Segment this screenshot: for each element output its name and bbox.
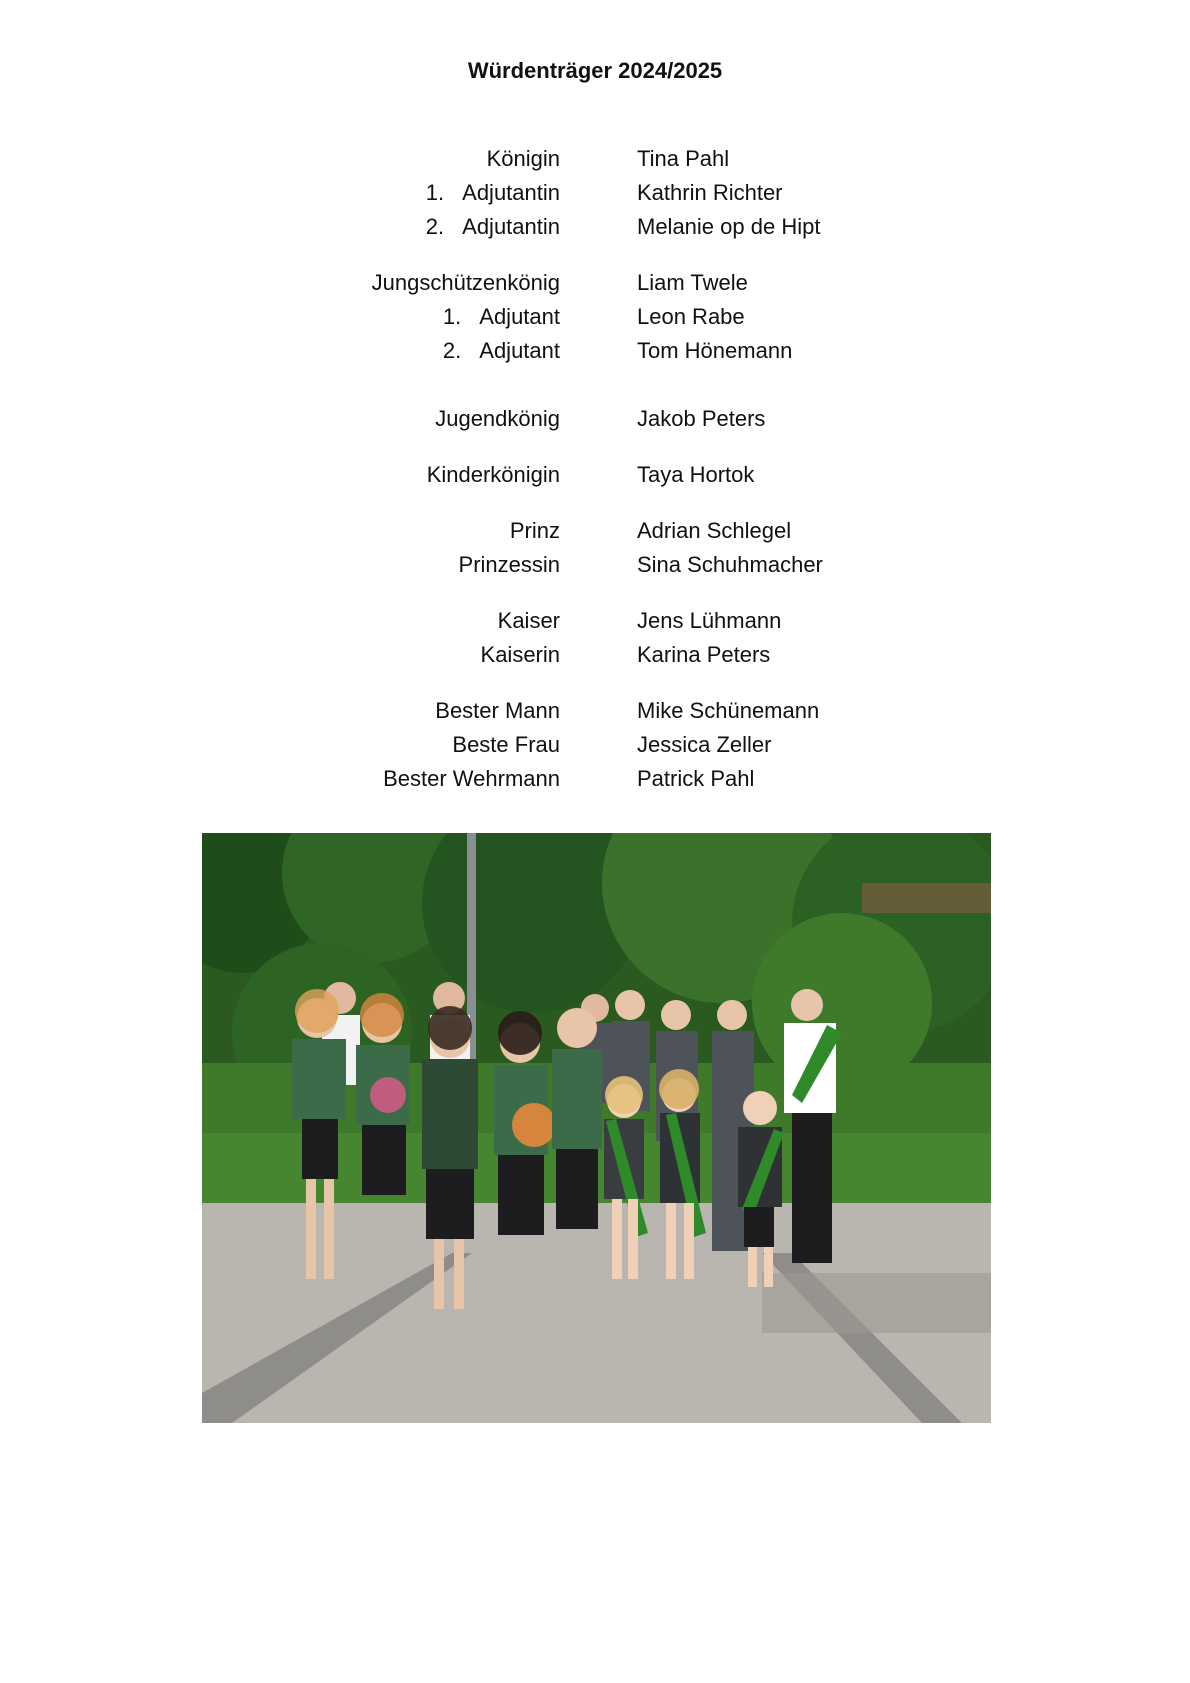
- role-text: Kaiserin: [480, 642, 560, 667]
- roof: [862, 883, 991, 913]
- role-label: [459, 552, 560, 578]
- role-label: [426, 214, 560, 240]
- role-label: [498, 608, 560, 634]
- row-number: 1.: [442, 304, 462, 329]
- roster-row: [0, 146, 1190, 178]
- role-label: [443, 338, 560, 364]
- person-name: Leon Rabe: [637, 304, 745, 329]
- person-name: Jens Lühmann: [637, 608, 782, 633]
- role-label: [426, 180, 560, 206]
- role-label: [443, 304, 560, 330]
- role-text: Adjutantin: [462, 180, 560, 205]
- roster-row: [0, 406, 1190, 438]
- role-label: [510, 518, 560, 544]
- role-text: Adjutant: [479, 338, 560, 363]
- person-name: Kathrin Richter: [637, 180, 783, 205]
- role-text: Beste Frau: [452, 732, 560, 757]
- group-photo-illustration: [202, 833, 991, 1423]
- role-label: [487, 146, 560, 172]
- roster-row: [0, 214, 1190, 246]
- roster-row: [0, 462, 1190, 494]
- person-name: Tina Pahl: [637, 146, 730, 171]
- role-text: Kinderkönigin: [426, 462, 560, 487]
- roster-row: [0, 180, 1190, 212]
- role-text: Prinz: [509, 518, 560, 543]
- row-number: 2.: [425, 214, 445, 239]
- role-text: Jugendkönig: [435, 406, 560, 431]
- row-number: 2.: [442, 338, 462, 363]
- person-name: Karina Peters: [637, 642, 771, 667]
- person-name: Taya Hortok: [637, 462, 755, 487]
- role-text: Bester Mann: [435, 698, 560, 723]
- group-photo: [202, 833, 991, 1423]
- role-label: [383, 766, 560, 792]
- role-text: Kaiser: [497, 608, 560, 633]
- roster-row: [0, 732, 1190, 764]
- role-label: [435, 698, 560, 724]
- role-label: [427, 462, 560, 488]
- roster-row: [0, 608, 1190, 640]
- role-text: Adjutantin: [462, 214, 560, 239]
- person-name: Patrick Pahl: [637, 766, 755, 791]
- roster-row: [0, 698, 1190, 730]
- role-text: Prinzessin: [458, 552, 560, 577]
- person-name: Adrian Schlegel: [637, 518, 792, 543]
- page-title: Würdenträger 2024/2025: [467, 58, 723, 83]
- person-name: Melanie op de Hipt: [637, 214, 821, 239]
- role-label: [452, 732, 560, 758]
- person-name: Jessica Zeller: [637, 732, 772, 757]
- row-number: 1.: [425, 180, 445, 205]
- role-text: Jungschützenkönig: [371, 270, 560, 295]
- person-name: Liam Twele: [637, 270, 748, 295]
- person-name: Sina Schuhmacher: [637, 552, 823, 577]
- roster-row: [0, 270, 1190, 302]
- person-name: Tom Hönemann: [637, 338, 793, 363]
- role-text: Adjutant: [479, 304, 560, 329]
- roster-row: [0, 304, 1190, 336]
- roster-row: [0, 766, 1190, 798]
- role-label: [372, 270, 560, 296]
- role-text: Königin: [486, 146, 560, 171]
- role-label: [435, 406, 560, 432]
- roster-row: [0, 338, 1190, 370]
- roster-row: [0, 552, 1190, 584]
- roster-row: [0, 518, 1190, 550]
- person-name: Jakob Peters: [637, 406, 766, 431]
- shadow: [762, 1273, 991, 1333]
- role-text: Bester Wehrmann: [383, 766, 560, 791]
- roster-row: [0, 642, 1190, 674]
- role-label: [481, 642, 560, 668]
- person-name: Mike Schünemann: [637, 698, 820, 723]
